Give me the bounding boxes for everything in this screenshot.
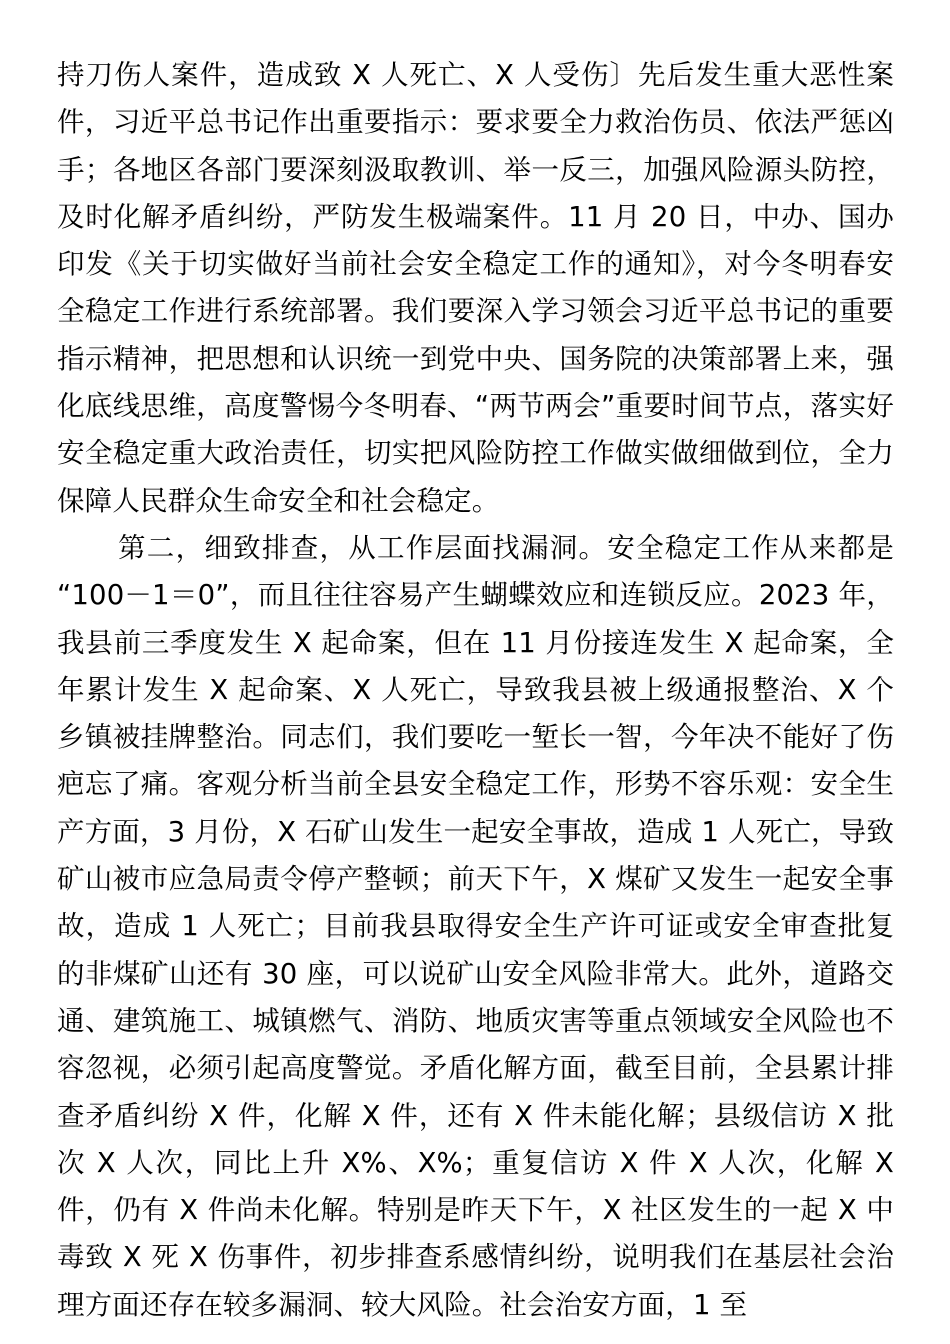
document-text-body	[57, 52, 894, 1329]
body-paragraph-2: 第二，细致排查，从工作层面找漏洞。安全稳定工作从来都是“100－1＝0”，而且往往容易产生蝴蝶效应和连锁反应。2023 年，我县前三季度发生 X 起命案，但在 11 月份接连发生 X 起命案，全年累计发生 X 起命案、X 人死亡，导致我县被上级通报整治、X 个乡镇被挂牌整治。同志们，我们要吃一堑长一智，今年决不能好了伤疤忘了痛。客观分析当前全县安全稳定工作，形势不容乐观：安全生产方面，3 月份，X 石矿山发生一起安全事故，造成 1 人死亡，导致矿山被市应急局责令停产整顿；前天下午，X 煤矿又发生一起安全事故，造成 1 人死亡；目前我县取得安全生产许可证或安全审查批复的非煤矿山还有 30 座，可以说矿山安全风险非常大。此外，道路交通、建筑施工、城镇燃气、消防、地质灾害等重点领域安全风险也不容忽视，必须引起高度警觉。矛盾化解方面，截至目前，全县累计排查矛盾纠纷 X 件，化解 X 件，还有 X 件未能化解；县级信访 X 批次 X 人次，同比上升 X%、X%；重复信访 X 件 X 人次，化解 X 件，仍有 X 件尚未化解。特别是昨天下午，X 社区发生的一起 X 中毒致 X 死 X 伤事件，初步排查系感情纠纷，说明我们在基层社会治理方面还存在较多漏洞、较大风险。社会治安方面，1 至	[57, 531, 894, 1321]
body-paragraph-1: 持刀伤人案件，造成致 X 人死亡、X 人受伤〕先后发生重大恶性案件，习近平总书记作出重要指示：要求要全力救治伤员、依法严惩凶手；各地区各部门要深刻汲取教训、举一反三，加强风险源头防控，及时化解矛盾纠纷，严防发生极端案件。11 月 20 日，中办、国办印发《关于切实做好当前社会安全稳定工作的通知》，对今冬明春安全稳定工作进行系统部署。我们要深入学习领会习近平总书记的重要指示精神，把思想和认识统一到党中央、国务院的决策部署上来，强化底线思维，高度警惕今冬明春、“两节两会”重要时间节点，落实好安全稳定重大政治责任，切实把风险防控工作做实做细做到位，全力保障人民群众生命安全和社会稳定。	[57, 59, 894, 517]
